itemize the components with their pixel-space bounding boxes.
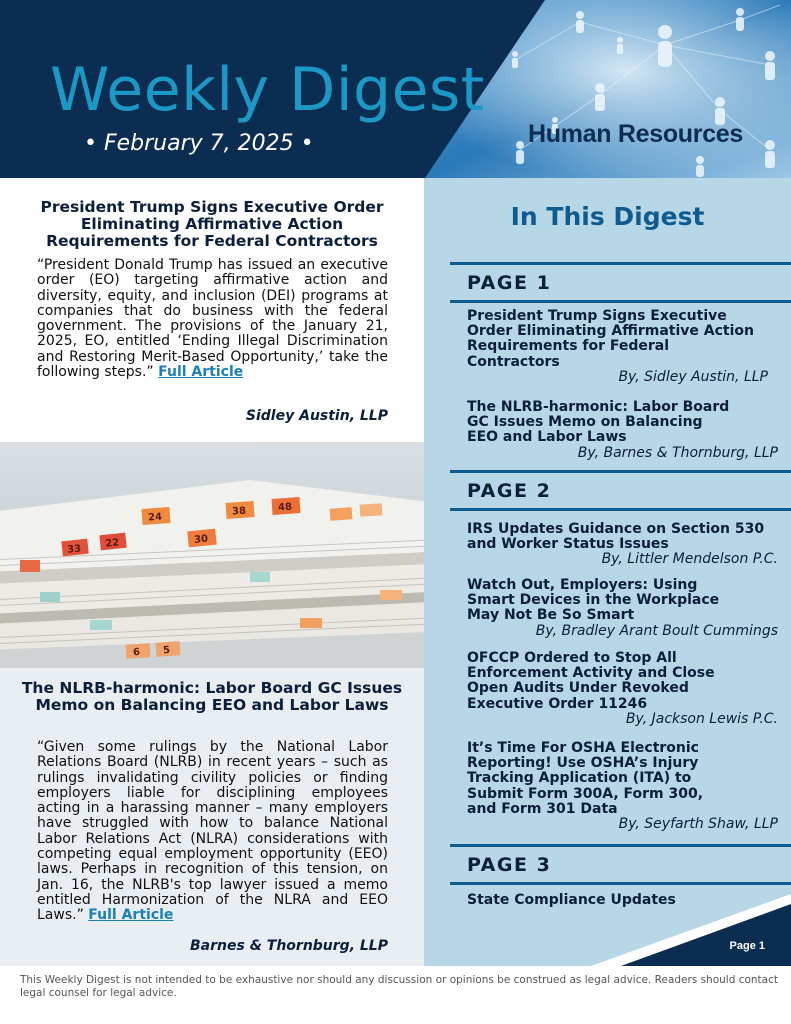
page-tab-label: 30 [193, 533, 209, 546]
page-tab-label: 24 [147, 511, 163, 524]
toc-page-3-label: PAGE 3 [467, 854, 552, 876]
page-tab [126, 643, 151, 659]
toc-item-title: IRS Updates Guidance on Section 530 and Worker Status Issues [467, 521, 765, 553]
divider [450, 844, 791, 847]
page-tab [271, 497, 300, 515]
toc-item-title: OFCCP Ordered to Stop All Enforcement Activity and Close Open Audits Under Revoked Executive Order 11246 [467, 650, 715, 712]
article-2 [0, 668, 424, 966]
divider [450, 262, 791, 265]
legal-disclaimer: This Weekly Digest is not intended to be exhaustive nor should any discussion or opinions be construed as legal advice. Readers should contact legal counsel for legal advice. [20, 974, 778, 999]
issue-date: • February 7, 2025 • [84, 131, 314, 156]
article-2-body [37, 740, 388, 924]
section-label: Human Resources [528, 120, 744, 148]
page-tab [99, 533, 126, 551]
page-corner-graphic [591, 894, 791, 966]
toc-item-title: It’s Time For OSHA Electronic Reporting! Use OSHA’s Injury Tracking Application (ITA) to Submit Form 300A, Form 300, and Form 301 Data [467, 740, 704, 817]
toc-item-byline: By, Barnes & Thornburg, LLP [577, 444, 778, 461]
article-2-source: Barnes & Thornburg, LLP [190, 938, 388, 954]
page-tab-label: 48 [277, 501, 293, 514]
toc-item-title: The NLRB-harmonic: Labor Board GC Issues Memo on Balancing EEO and Labor Laws [467, 399, 730, 446]
page-tab [187, 529, 217, 548]
page-tab [141, 507, 170, 525]
toc-item-osha-reporting[interactable] [467, 740, 778, 833]
toc-item-title: Watch Out, Employers: Using Smart Devices in the Workplace May Not Be So Smart [467, 577, 720, 624]
article-1-excerpt: “President Donald Trump has issued an executive order (EO) targeting affirmative action and diversity, equity, and inclusion (DEI) programs at companies that do business with the federal government. The provisions of the January 21, 2025, EO, entitled ‘Ending Illegal Discrimination and Restoring Merit-Based Opportunity,’ take the following steps.” [37, 257, 388, 381]
toc-heading: In This Digest [510, 202, 705, 231]
toc-page-2-label: PAGE 2 [467, 480, 552, 502]
article-1-full-article-link[interactable]: Full Article [158, 364, 244, 381]
toc-page-1-label: PAGE 1 [467, 272, 552, 294]
toc-item-irs-section-530[interactable] [467, 521, 778, 568]
page-tab-label: 33 [66, 543, 82, 556]
divider [450, 300, 791, 303]
toc-item-byline: By, Littler Mendelson P.C. [601, 551, 778, 568]
document-stack-illustration [0, 442, 424, 668]
toc-item-title: President Trump Signs Executive Order Eliminating Affirmative Action Requirements for Federal Contractors [467, 308, 754, 370]
page-tab-label: 22 [104, 537, 120, 550]
article-1-body [37, 258, 388, 380]
masthead [0, 0, 791, 178]
toc-item-byline: By, Jackson Lewis P.C. [625, 710, 778, 727]
page-tab [61, 539, 88, 557]
article-1 [0, 178, 424, 442]
page-tab [225, 501, 254, 519]
article-2-title: The NLRB-harmonic: Labor Board GC Issues Memo on Balancing EEO and Labor Laws [21, 679, 403, 714]
toc-item-executive-order[interactable] [467, 308, 768, 385]
toc-item-ofccp[interactable] [467, 650, 778, 727]
divider [450, 882, 791, 885]
toc-item-smart-devices[interactable] [467, 577, 778, 639]
article-1-title: President Trump Signs Executive Order Eliminating Affirmative Action Requirements for Federal Contractors [40, 198, 384, 250]
page-number: Page 1 [729, 940, 765, 952]
toc-item-byline: By, Seyfarth Shaw, LLP [618, 816, 778, 833]
document-stack-photo [0, 442, 424, 668]
article-2-full-article-link[interactable]: Full Article [88, 907, 174, 924]
article-2-excerpt: “Given some rulings by the National Labor Relations Board (NLRB) in recent years – such as rulings invalidating civility policies or finding employers liable for disciplining employees acting in a harassing manner – many employers have struggled with how to balance National Labor Relations Act (NLRA) considerations with competing equal employment opportunity (EEO) laws. Perhaps in recognition of this tension, on Jan. 16, the NLRB's top lawyer issued a memo entitled Harmonization of the NLRA and EEO Laws.” [37, 739, 388, 924]
page-tab-label: 5 [162, 644, 171, 657]
page-tab-label: 38 [231, 505, 247, 518]
divider [450, 470, 791, 473]
divider [450, 508, 791, 511]
toc-item-byline: By, Sidley Austin, LLP [618, 368, 768, 385]
article-1-source: Sidley Austin, LLP [245, 408, 388, 424]
newsletter-title: Weekly Digest [50, 55, 485, 125]
page-tab [156, 641, 181, 657]
toc-item-title: State Compliance Updates [467, 892, 676, 908]
toc-item-nlrb-memo[interactable] [467, 399, 778, 461]
table-of-contents [424, 178, 791, 966]
toc-item-byline: By, Bradley Arant Boult Cummings [535, 622, 778, 639]
page-tab-label: 6 [132, 646, 141, 659]
